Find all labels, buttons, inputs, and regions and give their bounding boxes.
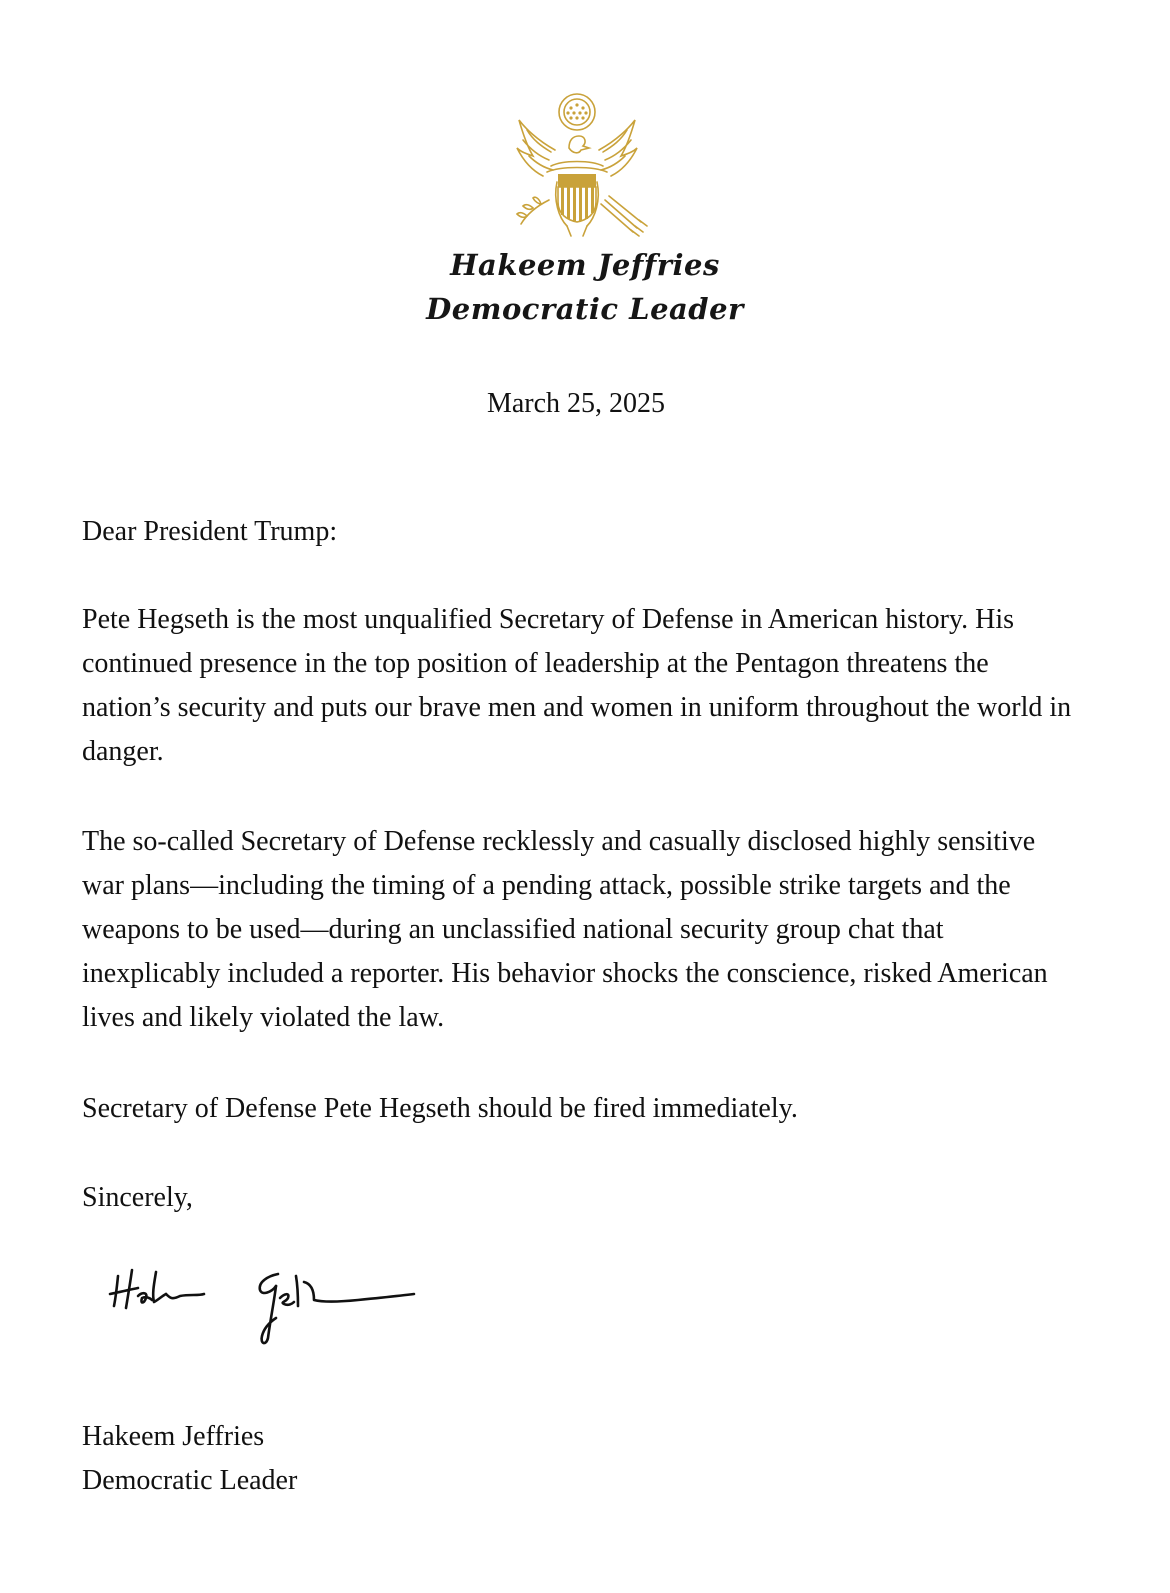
paragraph-1: Pete Hegseth is the most unqualified Secretary of Defense in American history. His continued presence in the top position of leadership at the Pentagon threatens the nation’s security and puts our brave men and women in uniform throughout the world in danger. [82,604,1072,767]
signature-title: Democratic Leader [82,1465,298,1496]
letterhead-title: Democratic Leader [426,292,744,326]
letter-date: March 25, 2025 [486,388,666,419]
closing: Sincerely, [82,1182,193,1213]
handwritten-signature [108,1262,418,1352]
salutation: Dear President Trump: [82,516,338,547]
great-seal-icon [497,90,657,250]
paragraph-3: Secretary of Defense Pete Hegseth should be fired immediately. [82,1093,798,1124]
signature-name: Hakeem Jeffries [82,1421,265,1452]
paragraph-2: The so-called Secretary of Defense recklessly and casually disclosed highly sensitive war plans—including the timing of a pending attack, possible strike targets and the weapons to be used—during an unclassified national security group chat that inexplicably included a reporter. His behavior shocks the conscience, risked American lives and likely violated the law. [82,826,1048,1033]
letterhead-name: Hakeem Jeffries [450,248,720,282]
